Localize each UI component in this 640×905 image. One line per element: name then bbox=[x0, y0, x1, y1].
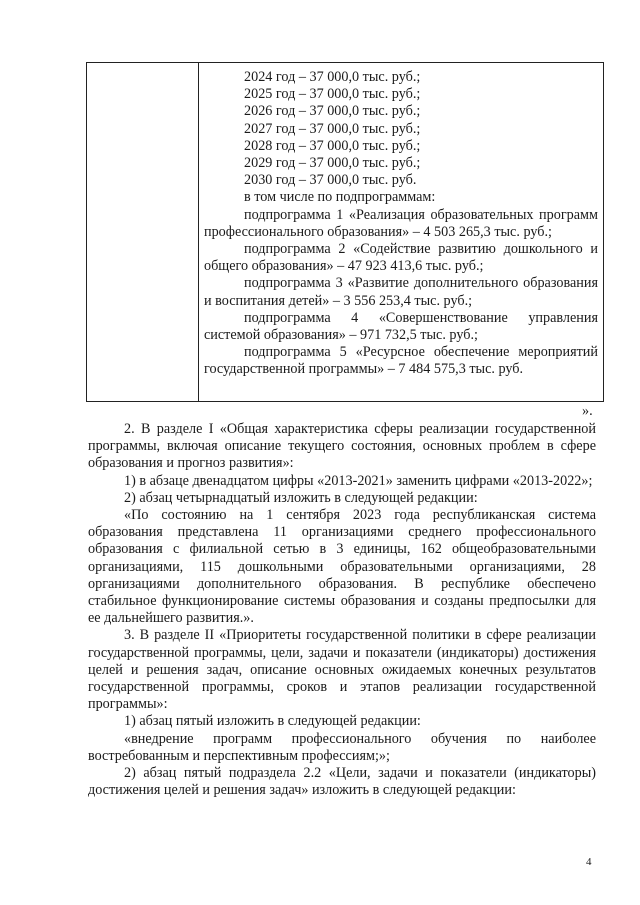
year-funding-line: 2027 год – 37 000,0 тыс. руб.; bbox=[244, 120, 421, 137]
year-funding-line: 2024 год – 37 000,0 тыс. руб.; bbox=[244, 69, 421, 85]
year-funding-line: 2029 год – 37 000,0 тыс. руб.; bbox=[244, 155, 421, 172]
year-funding-line: 2025 год – 37 000,0 тыс. руб.; bbox=[244, 86, 421, 103]
paragraph-section-3: 3. В разделе II «Приоритеты государственной политики в сфере реализации государственной программы, цели, задачи и показатели (индикаторы) достижения целей и решения задач, описание основных ожидаемых конечных результатов государственной программы, сроков и этапов реализации государственной программы»: bbox=[88, 627, 596, 713]
table-column-divider bbox=[198, 63, 199, 401]
document-body bbox=[88, 421, 596, 799]
paragraph-item: 2) абзац четырнадцатый изложить в следующей редакции: bbox=[124, 489, 478, 506]
closing-quote-mark: ». bbox=[582, 403, 593, 419]
paragraph-quote: «По состоянию на 1 сентября 2023 года республиканская система образования представлена 11 организациями среднего профессионального образования с филиальной сетью в 3 единицы, 162 общеобразовательными организациями, 115 дошкольными образовательными организациями, 28 организациями дополнительного образования. В республике обеспечено стабильное функционирование системы образования и созданы предпосылки для ее дальнейшего развития.». bbox=[88, 507, 596, 627]
year-funding-line: 2030 год – 37 000,0 тыс. руб. bbox=[244, 172, 417, 189]
paragraph-item: 2) абзац пятый подраздела 2.2 «Цели, задачи и показатели (индикаторы) достижения целей и решения задач» изложить в следующей редакции: bbox=[88, 765, 596, 799]
year-funding-line: 2028 год – 37 000,0 тыс. руб.; bbox=[244, 137, 421, 154]
paragraph-item: 1) в абзаце двенадцатом цифры «2013-2021» заменить цифрами «2013-2022»; bbox=[124, 472, 593, 489]
page-number: 4 bbox=[586, 856, 592, 868]
year-funding-line: 2026 год – 37 000,0 тыс. руб.; bbox=[244, 103, 421, 120]
subprogram-entry: подпрограмма 3 «Развитие дополнительного образования и воспитания детей» – 3 556 253,4 тыс. руб.; bbox=[204, 275, 598, 309]
paragraph-item: 1) абзац пятый изложить в следующей редакции: bbox=[124, 713, 421, 730]
paragraph-quote: «внедрение программ профессионального обучения по наиболее востребованным и перспективным профессиям;»; bbox=[88, 730, 596, 764]
subprograms-heading: в том числе по подпрограммам: bbox=[244, 189, 436, 206]
subprogram-entry: подпрограмма 4 «Совершенствование управления системой образования» – 971 732,5 тыс. руб.; bbox=[204, 309, 598, 344]
funding-table-cell bbox=[204, 69, 598, 379]
subprogram-entry: подпрограмма 1 «Реализация образовательных программ профессионального образования» – 4 503 265,3 тыс. руб.; bbox=[204, 206, 598, 240]
funding-table bbox=[86, 62, 604, 402]
subprogram-entry: подпрограмма 5 «Ресурсное обеспечение мероприятий государственной программы» – 7 484 575,3 тыс. руб. bbox=[204, 344, 598, 378]
paragraph-section-2: 2. В разделе I «Общая характеристика сферы реализации государственной программы, включая описание текущего состояния, основных проблем в сфере образования и прогноз развития»: bbox=[88, 421, 596, 472]
subprogram-entry: подпрограмма 2 «Содействие развитию дошкольного и общего образования» – 47 923 413,6 тыс. руб.; bbox=[204, 241, 598, 275]
